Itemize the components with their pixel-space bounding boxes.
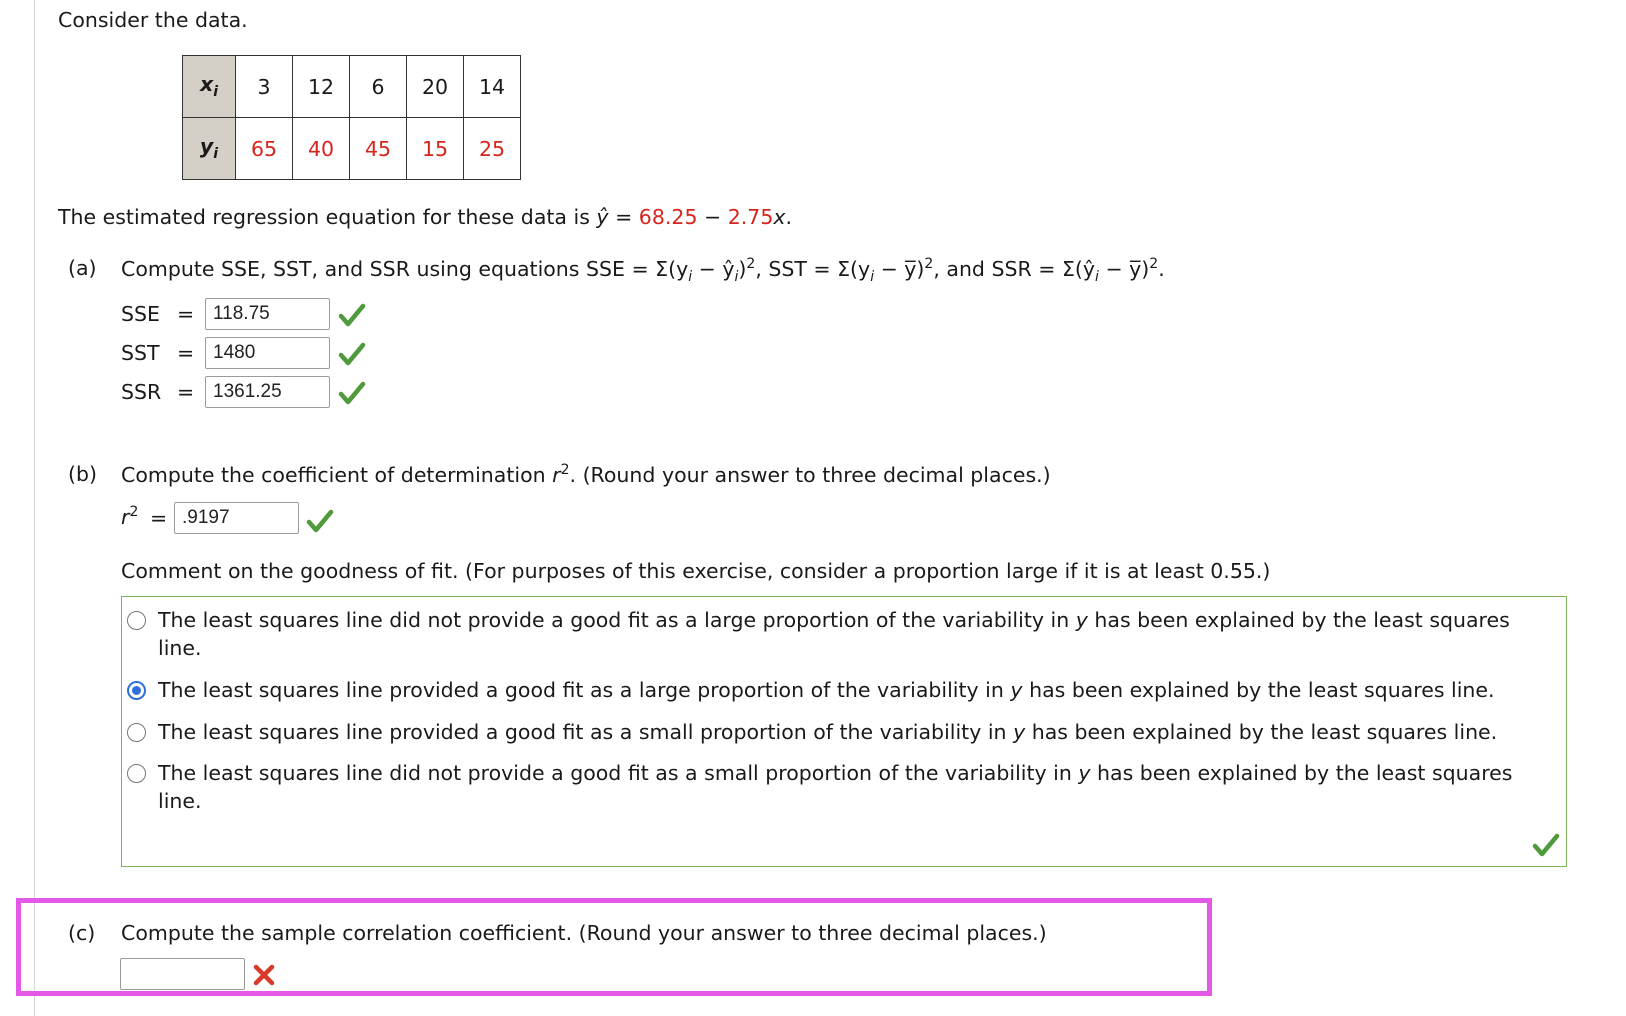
- x-value: 20: [407, 56, 464, 118]
- r-squared-label: $r^2$: [121, 504, 139, 529]
- sst-input[interactable]: 1480: [205, 337, 330, 369]
- data-table: [182, 55, 521, 180]
- check-icon: [338, 341, 366, 367]
- x-value: 14: [464, 56, 521, 118]
- radio-option-3[interactable]: [127, 723, 146, 742]
- y-value: 65: [236, 118, 293, 180]
- radio-option-2[interactable]: [127, 681, 146, 700]
- ssr-equals: =: [177, 380, 195, 404]
- radio-option-4[interactable]: [127, 764, 146, 783]
- option-1-text[interactable]: The least squares line did not provide a good fit as a large proportion of the variability in y has been explained by the least squares line.: [158, 608, 1510, 660]
- check-icon: [338, 302, 366, 328]
- part-a-prompt: Compute SSE, SST, and SSR using equations SSE = $\Sigma(y_i$ − $ŷ_i)^2$, SST = $\Sigma(y_i$ − y̅)$^2$, and SSR = $\Sigma(ŷ_i$ − y̅)$^2$.: [121, 256, 1165, 285]
- sse-equals: =: [177, 302, 195, 326]
- check-icon: [338, 380, 366, 406]
- goodness-comment: Comment on the goodness of fit. (For purposes of this exercise, consider a proportion large if it is at least 0.55.): [121, 559, 1271, 583]
- sst-equals: =: [177, 341, 195, 365]
- regression-equation: The estimated regression equation for these data is ŷ = 68.25 − 2.75x.: [58, 205, 793, 229]
- x-value: 12: [293, 56, 350, 118]
- option-3-text[interactable]: The least squares line provided a good fit as a small proportion of the variability in y has been explained by the least squares line.: [158, 720, 1498, 744]
- sse-label: SSE: [121, 302, 160, 326]
- y-value: 40: [293, 118, 350, 180]
- x-value: 3: [236, 56, 293, 118]
- sst-label: SST: [121, 341, 160, 365]
- left-margin-divider: [34, 0, 35, 1016]
- y-value: 25: [464, 118, 521, 180]
- option-4-text[interactable]: The least squares line did not provide a good fit as a small proportion of the variability in y has been explained by the least squares line.: [158, 761, 1513, 813]
- cross-icon: [252, 963, 276, 987]
- check-icon: [306, 508, 334, 534]
- x-value: 6: [350, 56, 407, 118]
- x-row: [183, 56, 521, 118]
- r-squared-equals: =: [150, 506, 168, 530]
- option-2-text[interactable]: The least squares line provided a good fit as a large proportion of the variability in y has been explained by the least squares line.: [158, 678, 1495, 702]
- y-header: $y_i$: [183, 118, 236, 180]
- part-c-prompt: Compute the sample correlation coefficient. (Round your answer to three decimal places.): [121, 921, 1047, 945]
- ssr-input[interactable]: 1361.25: [205, 376, 330, 408]
- y-value: 15: [407, 118, 464, 180]
- ssr-label: SSR: [121, 380, 162, 404]
- radio-option-1[interactable]: [127, 611, 146, 630]
- y-row: [183, 118, 521, 180]
- part-b-letter: (b): [68, 462, 98, 486]
- part-a-letter: (a): [68, 256, 97, 280]
- sse-input[interactable]: 118.75: [205, 298, 330, 330]
- intro-text: Consider the data.: [58, 8, 248, 32]
- check-icon: [1532, 832, 1560, 858]
- part-c-letter: (c): [68, 921, 96, 945]
- r-squared-input[interactable]: .9197: [174, 502, 299, 534]
- part-b-prompt: Compute the coefficient of determination $r^2$. (Round your answer to three decimal places.): [121, 462, 1051, 487]
- correlation-input[interactable]: [120, 958, 245, 990]
- x-header: $x_i$: [183, 56, 236, 118]
- y-value: 45: [350, 118, 407, 180]
